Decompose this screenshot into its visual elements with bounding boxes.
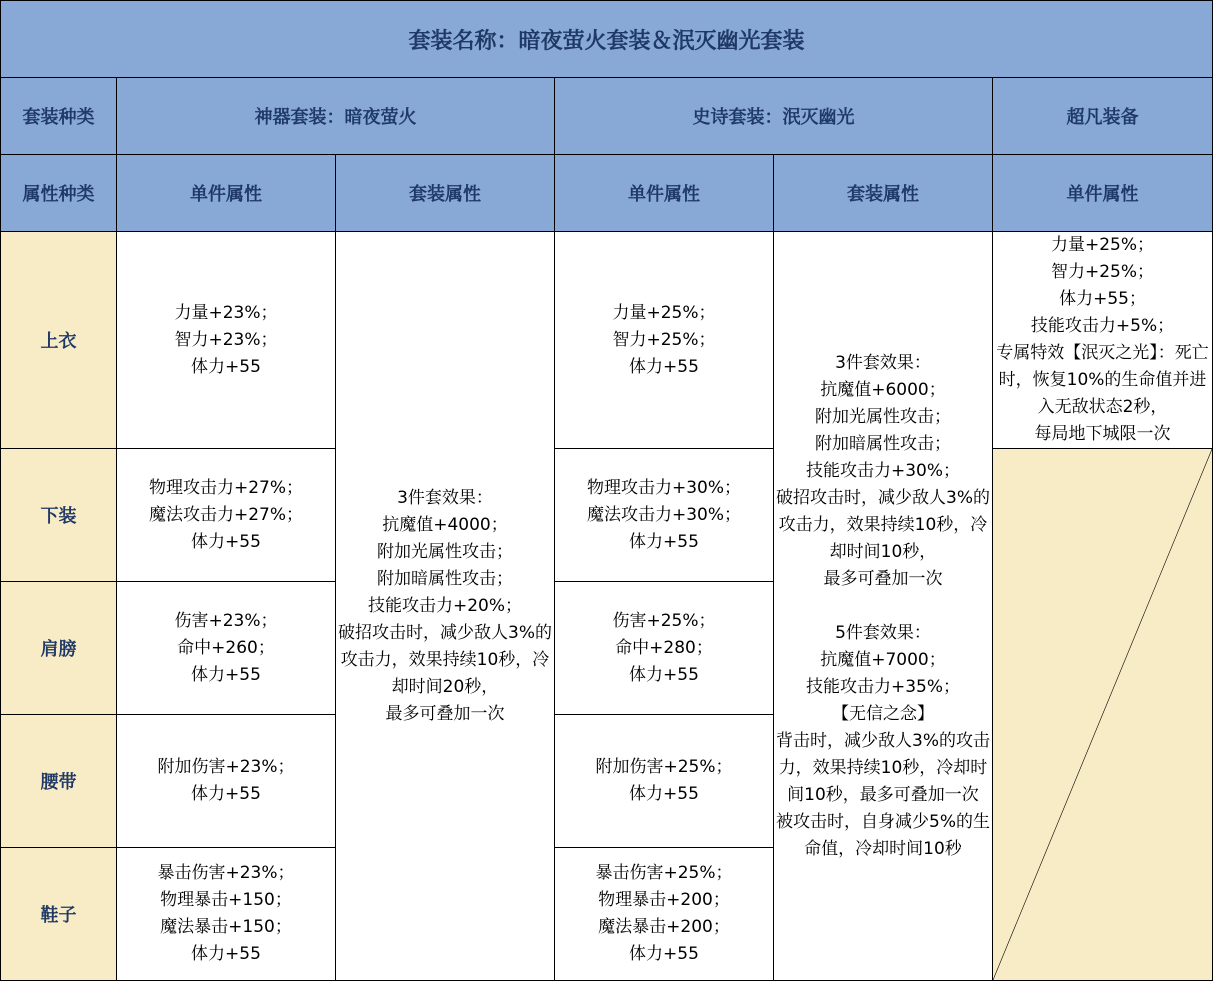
slot-label: 鞋子 (1, 848, 117, 981)
transcend-single-attr-header: 单件属性 (993, 155, 1213, 232)
empty-diagonal-cell (993, 449, 1213, 981)
artifact-single-value: 暴击伤害+23%； 物理暴击+150； 魔法暴击+150； 体力+55 (117, 848, 336, 981)
table-row (1, 232, 1213, 449)
artifact-single-value: 附加伤害+23%； 体力+55 (117, 715, 336, 848)
epic-single-value: 力量+25%； 智力+25%； 体力+55 (555, 232, 774, 449)
slot-label: 肩膀 (1, 582, 117, 715)
artifact-set-bonus: 3件套效果： 抗魔值+4000； 附加光属性攻击； 附加暗属性攻击； 技能攻击力+20%； 破招攻击时，减少敌人3%的攻击力，效果持续10秒，冷却时间20秒， 最多可叠加一次 (336, 232, 555, 981)
artifact-set-header: 神器套装：暗夜萤火 (117, 78, 555, 155)
slot-label: 下装 (1, 449, 117, 582)
transcend-header: 超凡装备 (993, 78, 1213, 155)
epic-single-value: 物理攻击力+30%； 魔法攻击力+30%； 体力+55 (555, 449, 774, 582)
epic-set-attr-header: 套装属性 (774, 155, 993, 232)
artifact-single-attr-header: 单件属性 (117, 155, 336, 232)
epic-single-value: 附加伤害+25%； 体力+55 (555, 715, 774, 848)
artifact-set-attr-header: 套装属性 (336, 155, 555, 232)
diagonal-line (993, 449, 1212, 980)
artifact-single-value: 力量+23%； 智力+23%； 体力+55 (117, 232, 336, 449)
epic-single-value: 伤害+25%； 命中+280； 体力+55 (555, 582, 774, 715)
epic-set-header: 史诗套装：泯灭幽光 (555, 78, 993, 155)
artifact-single-value: 物理攻击力+27%； 魔法攻击力+27%； 体力+55 (117, 449, 336, 582)
transcend-single-value: 力量+25%； 智力+25%； 体力+55； 技能攻击力+5%； 专属特效【泯灭之光】：死亡时，恢复10%的生命值并进入无敌状态2秒， 每局地下城限一次 (993, 232, 1213, 449)
set-type-label: 套装种类 (1, 78, 117, 155)
table-title: 套装名称：暗夜萤火套装＆泯灭幽光套装 (1, 1, 1213, 78)
table-row (1, 449, 1213, 582)
slot-label: 上衣 (1, 232, 117, 449)
epic-set-bonus: 3件套效果： 抗魔值+6000； 附加光属性攻击； 附加暗属性攻击； 技能攻击力+30%； 破招攻击时，减少敌人3%的攻击力，效果持续10秒，冷却时间10秒， 最多可叠加一次 5件套效果： 抗魔值+7000； 技能攻击力+35%； 【无信之念】 背击时，减少敌人3%的攻击力，效果持续10秒，冷却时间10秒，最多可叠加一次 被攻击时，自身减少5%的生命值，冷却时间10秒 (774, 232, 993, 981)
slot-label: 腰带 (1, 715, 117, 848)
epic-single-value: 暴击伤害+25%； 物理暴击+200； 魔法暴击+200； 体力+55 (555, 848, 774, 981)
artifact-single-value: 伤害+23%； 命中+260； 体力+55 (117, 582, 336, 715)
epic-single-attr-header: 单件属性 (555, 155, 774, 232)
attr-type-label: 属性种类 (1, 155, 117, 232)
